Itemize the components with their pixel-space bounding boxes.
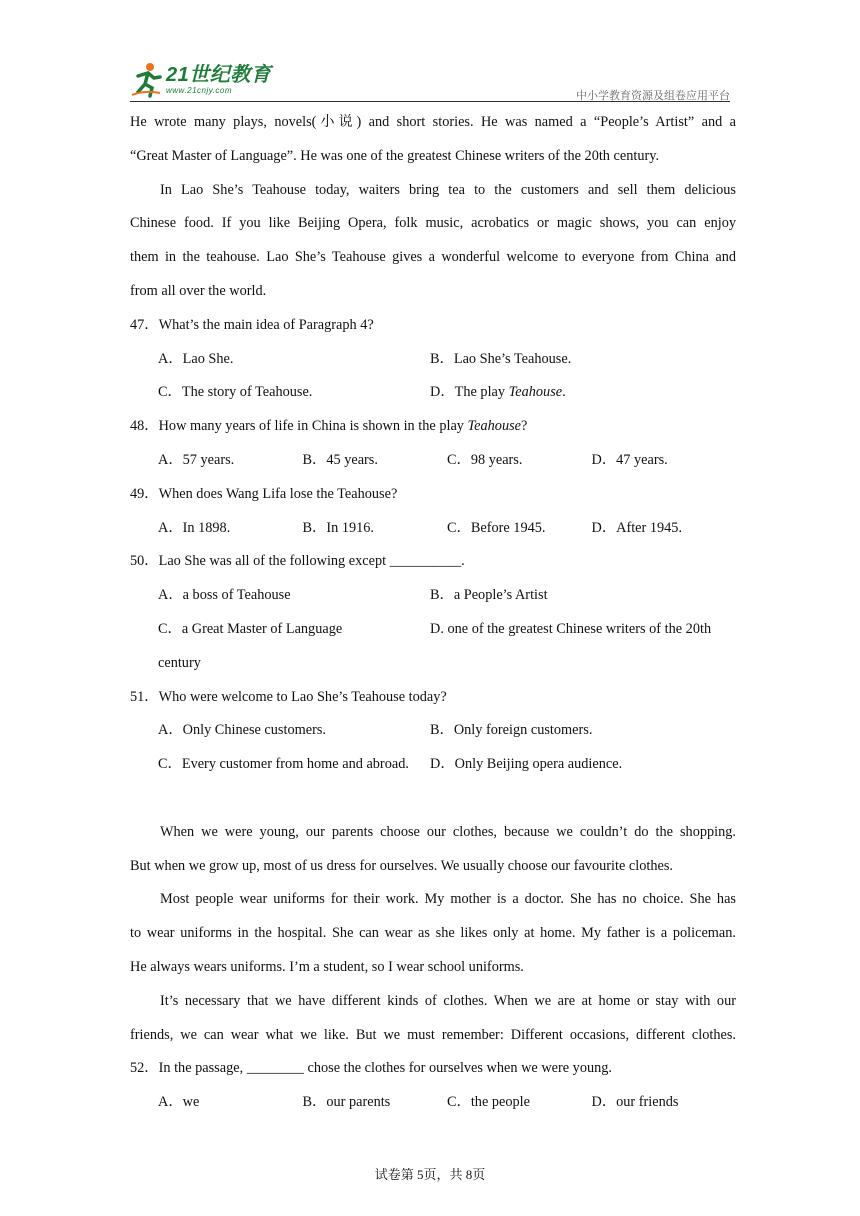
question-50-options-row [130,613,736,647]
passage-line: When we were young, our parents choose our clothes, because we couldn’t do the shopping. [160,823,736,840]
option-b: B．45 years. [302,451,378,468]
question-51-stem: 51．Who were welcome to Lao She’s Teahouse today? [130,688,447,705]
logo-title: 21世纪教育 [166,64,272,86]
passage-line: He always wears uniforms. I’m a student, so I wear school uniforms. [130,958,524,975]
option-b: B．Lao She’s Teahouse. [430,350,572,367]
option-c: C．The story of Teahouse. [158,384,313,401]
passage-line: It’s necessary that we have different kinds of clothes. When we are at home or stay with our [160,992,736,1009]
option-a: A．In 1898. [158,519,231,536]
page-header [130,62,730,102]
option-d-suffix: . [562,384,566,401]
play-title: Teahouse [467,418,522,435]
question-51-options-row [130,714,736,748]
passage-line: to wear uniforms in the hospital. She can wear as she likes only at home. My father is a policeman. [130,925,736,942]
page-footer: 试卷第 5页，共 8页 [374,1167,486,1182]
option-b: B．In 1916. [302,519,374,536]
question-47-stem: 47．What’s the main idea of Paragraph 4? [130,316,374,333]
question-51-options-row [130,748,736,782]
option-b: B．our parents [302,1094,391,1111]
passage-line: He wrote many plays, novels(小说) and short stories. He was named a “People’s Artist” and a [130,114,736,130]
stem-prefix: 48．How many years of life in China is shown in the play [130,418,468,435]
brand-logo [130,62,271,102]
option-a: A．we [158,1094,200,1111]
option-d: D．Only Beijing opera audience. [430,756,623,773]
option-d-continuation: century [158,654,201,671]
option-d: D．After 1945. [591,519,683,536]
option-a: A．57 years. [158,451,235,468]
option-d-prefix: D．The play [430,384,509,401]
passage-line: But when we grow up, most of us dress for ourselves. We usually choose our favourite clothes. [130,857,673,874]
option-d: D. one of the greatest Chinese writers of the 20th [430,620,712,637]
question-49-options-row [130,512,736,546]
passage-line: Most people wear uniforms for their work. My mother is a doctor. She has no choice. She has [160,891,736,908]
passage-line: them in the teahouse. Lao She’s Teahouse gives a wonderful welcome to everyone from China and [130,249,736,266]
option-c: C．Every customer from home and abroad. [158,756,409,773]
option-a: A．a boss of Teahouse [158,587,291,604]
stem-suffix: ? [521,418,528,435]
option-c: C．a Great Master of Language [158,620,343,637]
passage-line: In Lao She’s Teahouse today, waiters bring tea to the customers and sell them delicious [160,181,736,198]
passage-line: Chinese food. If you like Beijing Opera, folk music, acrobatics or magic shows, you can enjoy [130,215,736,232]
play-title: Teahouse [508,384,563,401]
section-gap [130,782,736,816]
option-c: C．98 years. [447,451,523,468]
option-c: C．the people [447,1094,530,1111]
question-52-stem: 52．In the passage, ________ chose the clothes for ourselves when we were young. [130,1060,612,1077]
question-49-stem: 49．When does Wang Lifa lose the Teahouse? [130,485,398,502]
question-47-options-row [130,376,736,410]
option-d: D．47 years. [591,451,668,468]
question-48-options-row [130,444,736,478]
option-d: D．our friends [591,1094,679,1111]
passage-line: “Great Master of Language”. He was one of the greatest Chinese writers of the 20th century. [130,147,660,164]
running-figure-icon [130,62,162,98]
option-a: A．Only Chinese customers. [158,722,326,739]
logo-url: www.21cnjy.com [166,86,232,95]
question-48-stem [130,410,736,444]
option-b: B．Only foreign customers. [430,722,593,739]
question-50-options-row [130,579,736,613]
question-47-options-row [130,343,736,377]
exam-content [130,106,736,1120]
option-d [430,376,702,410]
header-divider [130,101,730,102]
question-50-stem: 50．Lao She was all of the following except __________. [130,553,465,570]
option-a: A．Lao She. [158,350,234,367]
option-b: B．a People’s Artist [430,587,548,604]
option-c: C．Before 1945. [447,519,546,536]
platform-label: 中小学教育资源及组卷应用平台 [576,89,730,102]
question-52-options-row [130,1086,736,1120]
passage-line: from all over the world. [130,282,267,299]
passage-line: friends, we can wear what we like. But we must remember: Different occasions, different clothes. [130,1026,736,1043]
